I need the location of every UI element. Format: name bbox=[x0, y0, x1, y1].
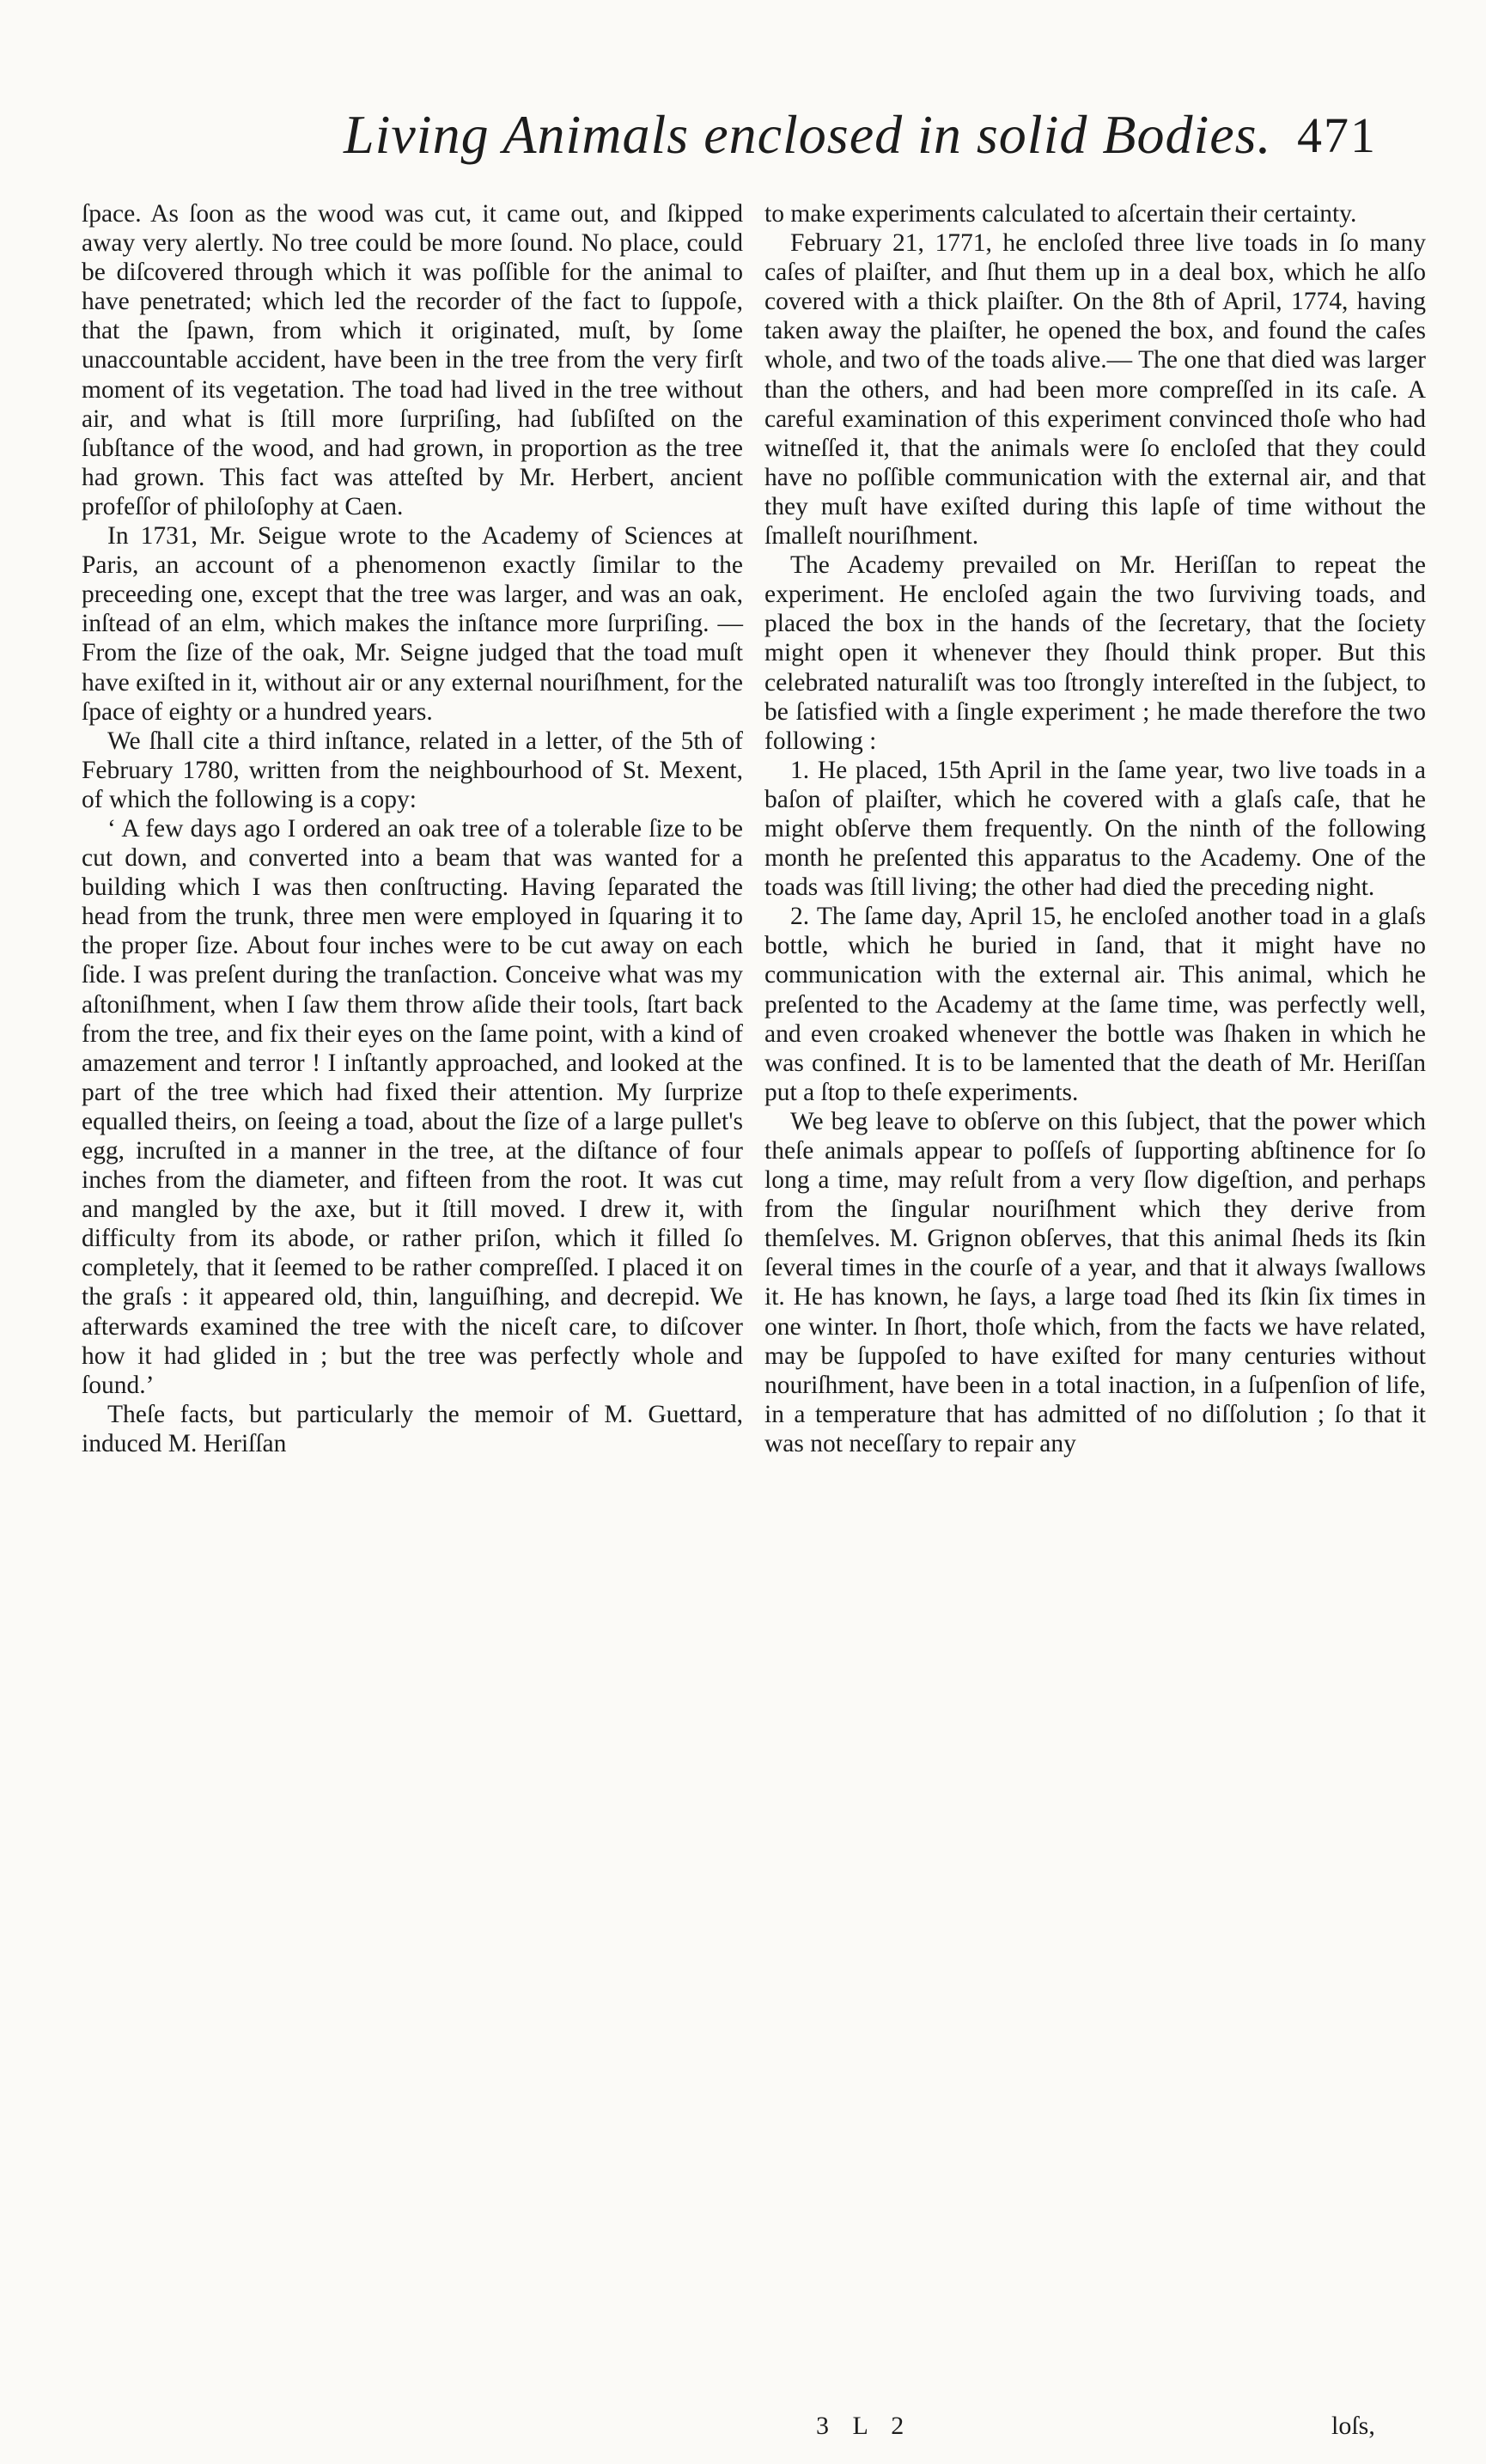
catchword: loſs, bbox=[1331, 2412, 1375, 2440]
paragraph: February 21, 1771, he encloſed three live toads in ſo many caſes of plaiſter, and ſhut them up in a deal box, which he alſo covered with a thick plaiſter. On the 8th of April, 1774, having taken away the plaiſter, he opened the box, and found the caſes whole, and two of the toads alive.— The one that died was larger than the others, and had been more compreſſed in its caſe. A careful examination of this experiment convinced thoſe who had witneſſed it, that the animals were ſo encloſed that they could have no poſſible communication with the external air, and that they muſt have exiſted during this lapſe of time without the ſmalleſt nouriſhment. bbox=[764, 229, 1426, 551]
numbered-paragraph: 1. He placed, 15th April in the ſame year, two live toads in a baſon of plaiſter, which he covered with a glaſs caſe, that he might obſerve them frequently. On the ninth of the following month he preſented this apparatus to the Academy. One of the toads was ſtill living; the other had died the preceding night. bbox=[764, 756, 1426, 902]
paragraph: In 1731, Mr. Seigue wrote to the Academy of Sciences at Paris, an account of a phenomenon exactly ſimilar to the preceeding one, except that the tree was larger, and was an oak, inſtead of an elm, which makes the inſtance more ſurpriſing. —From the ſize of the oak, Mr. Seigne judged that the toad muſt have exiſted in it, without air or any external nouriſhment, for the ſpace of eighty or a hundred years. bbox=[82, 522, 743, 726]
running-header bbox=[0, 103, 1486, 180]
paragraph: ſpace. As ſoon as the wood was cut, it came out, and ſkipped away very alertly. No tree could be more ſound. No place, could be diſcovered through which it was poſſible for the animal to have penetrated; which led the recorder of the fact to ſuppoſe, that the ſpawn, from which it originated, muſt, by ſome unaccountable accident, have been in the tree from the very firſt moment of its vegetation. The toad had lived in the tree without air, and what is ſtill more ſurpriſing, had ſubſiſted on the ſubſtance of the wood, and had grown, in proportion as the tree had grown. This fact was atteſted by Mr. Herbert, ancient profeſſor of philoſophy at Caen. bbox=[82, 200, 743, 520]
right-column bbox=[764, 199, 1426, 1458]
paragraph: The Academy prevailed on Mr. Heriſſan to repeat the experiment. He encloſed again the two ſurviving toads, and placed the box in the hands of the ſecretary, that the ſociety might open it whenever they ſhould think proper. But this celebrated naturaliſt was too ſtrongly intereſted in the ſubject, to be ſatisfied with a ſingle experiment ; he made therefore the two following : bbox=[764, 551, 1426, 755]
paragraph: We beg leave to obſerve on this ſubject, that the power which theſe animals appear to poſſeſs of ſupporting abſtinence for ſo long a time, may reſult from a very ſlow digeſtion, and perhaps from the ſingular nouriſhment which they derive from themſelves. M. Grignon obſerves, that this animal ſheds its ſkin ſeveral times in the courſe of a year, and that it always ſwallows it. He has known, he ſays, a large toad ſhed its ſkin ſix times in one winter. In ſhort, thoſe which, from the facts we have related, may be ſuppoſed to have exiſted for many centuries without nouriſhment, have been in a total inaction, in a ſuſpenſion of life, in a temperature that has admitted of no diſſolution ; ſo that it was not neceſſary to repair any bbox=[764, 1107, 1426, 1457]
running-title: Living Animals enclosed in solid Bodies. bbox=[344, 104, 1272, 165]
signature-mark: 3 L 2 bbox=[816, 2412, 913, 2440]
numbered-paragraph: 2. The ſame day, April 15, he encloſed another toad in a glaſs bottle, which he buried in ſand, that it might have no communication with the external air. This animal, which he preſented to the Academy at the ſame time, was perfectly well, and even croaked whenever the bottle was ſhaken in which he was confined. It is to be lamented that the death of Mr. Heriſſan put a ſtop to theſe experiments. bbox=[764, 903, 1426, 1106]
quoted-letter: ‘ A few days ago I ordered an oak tree of a tolerable ſize to be cut down, and converted into a beam that was wanted for a building which I was then conſtructing. Having ſeparated the head from the trunk, three men were employed in ſquaring it to the proper ſize. About four inches were to be cut away on each ſide. I was preſent during the tranſaction. Conceive what was my aſtoniſhment, when I ſaw them throw aſide their tools, ſtart back from the tree, and fix their eyes on the ſame point, with a kind of amazement and terror ! I inſtantly approached, and looked at the part of the tree which had fixed their attention. My ſurprize equalled theirs, on ſeeing a toad, about the ſize of a large pullet's egg, incruſted in a manner in the tree, at the diſtance of four inches from the diameter, and fifteen from the root. It was cut and mangled by the axe, but it ſtill moved. I drew it, with difficulty from its abode, or rather priſon, which it filled ſo completely, that it ſeemed to be rather compreſſed. I placed it on the graſs : it appeared old, thin, languiſhing, and decrepid. We afterwards examined the tree with the niceſt care, to diſcover how it had glided in ; but the tree was perfectly whole and ſound.’ bbox=[82, 814, 743, 1399]
left-column bbox=[82, 199, 743, 1458]
paragraph: We ſhall cite a third inſtance, related in a letter, of the 5th of February 1780, written from the neighbourhood of St. Mexent, of which the following is a copy: bbox=[82, 727, 743, 813]
page-number: 471 bbox=[1297, 107, 1377, 163]
paragraph: to make experiments calculated to aſcertain their certainty. bbox=[764, 200, 1357, 228]
paragraph: Theſe facts, but particularly the memoir of M. Guettard, induced M. Heriſſan bbox=[82, 1400, 743, 1457]
